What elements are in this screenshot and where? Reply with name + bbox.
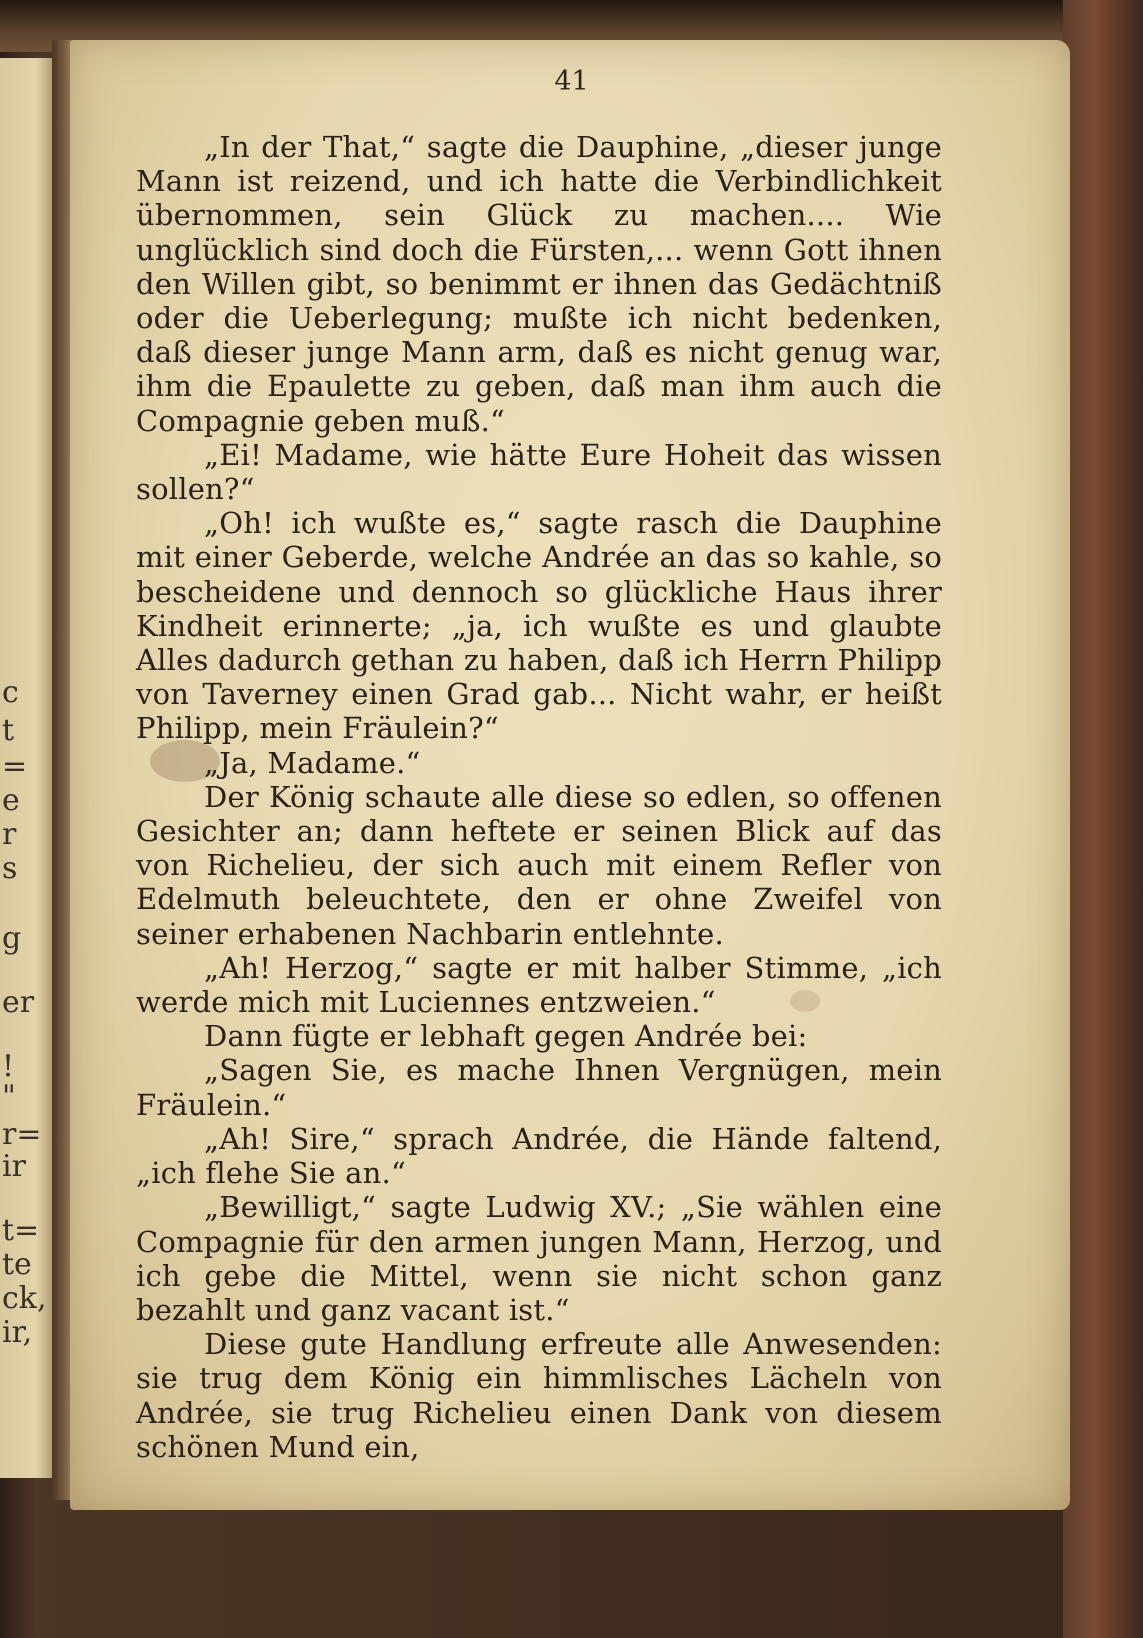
left-page-fragment: r= <box>2 1117 42 1152</box>
left-page-fragment: t <box>2 713 15 748</box>
paragraph: Diese gute Handlung erfreute alle Anwesenden: sie trug dem König ein himmlisches Lächeln von Andrée, sie trug Richelieu einen Dank von diesem schönen Mund ein, <box>136 1327 942 1464</box>
left-page-fragment: r <box>2 817 17 852</box>
left-page-fragment: g <box>2 921 22 956</box>
paragraph: „Sagen Sie, es mache Ihnen Vergnügen, mein Fräulein.“ <box>136 1053 942 1122</box>
page-number: 41 <box>554 66 589 97</box>
paragraph: „Ah! Herzog,“ sagte er mit halber Stimme, „ich werde mich mit Luciennes entzweien.“ <box>136 950 942 1020</box>
left-page-edge <box>0 58 60 1478</box>
left-page-fragment: e <box>2 783 20 818</box>
paragraph: „In der That,“ sagte die Dauphine, „dieser junge Mann ist reizend, und ich hatte die Verbindlichkeit übernommen, sein Glück zu machen.... Wie unglücklich sind doch die Fürsten,... wenn Gott ihnen den Willen gibt, so benimmt er ihnen das Gedächtniß oder die Ueberlegung; mußte ich nicht bedenken, daß dieser junge Mann arm, daß es nicht genug war, ihm die Epaulette zu geben, daß man ihm auch die Compagnie geben muß.“ <box>136 130 942 438</box>
left-page-fragment: ! <box>2 1049 15 1084</box>
page-body-text <box>136 130 942 1464</box>
left-page-fragment: ir <box>2 1149 26 1184</box>
left-page-fragment: ir, <box>2 1315 33 1350</box>
left-page-fragment: ck, <box>2 1281 47 1316</box>
left-page-fragment: s <box>2 851 18 886</box>
left-page-fragment: er <box>2 985 35 1020</box>
paragraph: „Ah! Sire,“ sprach Andrée, die Hände faltend, „ich flehe Sie an.“ <box>136 1121 942 1191</box>
paragraph: Dann fügte er lebhaft gegen Andrée bei: <box>204 1019 808 1054</box>
paragraph: Der König schaute alle diese so edlen, so offenen Gesichter an; dann heftete er seinen Blick auf das von Richelieu, der sich auch mit einem Refler von Edelmuth beleuchtete, den er ohne Zweifel von seiner erhabenen Nachbarin entlehnte. <box>136 779 942 951</box>
left-page-fragment: c <box>2 675 19 710</box>
paragraph: „Ja, Madame.“ <box>204 745 421 780</box>
paragraph: „Oh! ich wußte es,“ sagte rasch die Dauphine mit einer Geberde, welche Andrée an das so kahle, so bescheidene und dennoch so glückliche Haus ihrer Kindheit erinnerte; „ja, ich wußte es und glaubte Alles dadurch gethan zu haben, daß ich Herrn Philipp von Taverney einen Grad gab... Nicht wahr, er heißt Philipp, mein Fräulein?“ <box>136 506 942 746</box>
book-cover-edge <box>1063 0 1143 1638</box>
left-page-fragment: = <box>2 749 28 784</box>
left-page-fragment: " <box>2 1079 16 1114</box>
paragraph: „Bewilligt,“ sagte Ludwig XV.; „Sie wählen eine Compagnie für den armen jungen Mann, Herzog, und ich gebe die Mittel, wenn sie nicht schon ganz bezahlt und ganz vacant ist.“ <box>136 1190 942 1327</box>
paragraph: „Ei! Madame, wie hätte Eure Hoheit das wissen sollen?“ <box>136 437 942 507</box>
left-page-fragment: te <box>2 1247 32 1282</box>
left-page-fragment: t= <box>2 1213 40 1248</box>
